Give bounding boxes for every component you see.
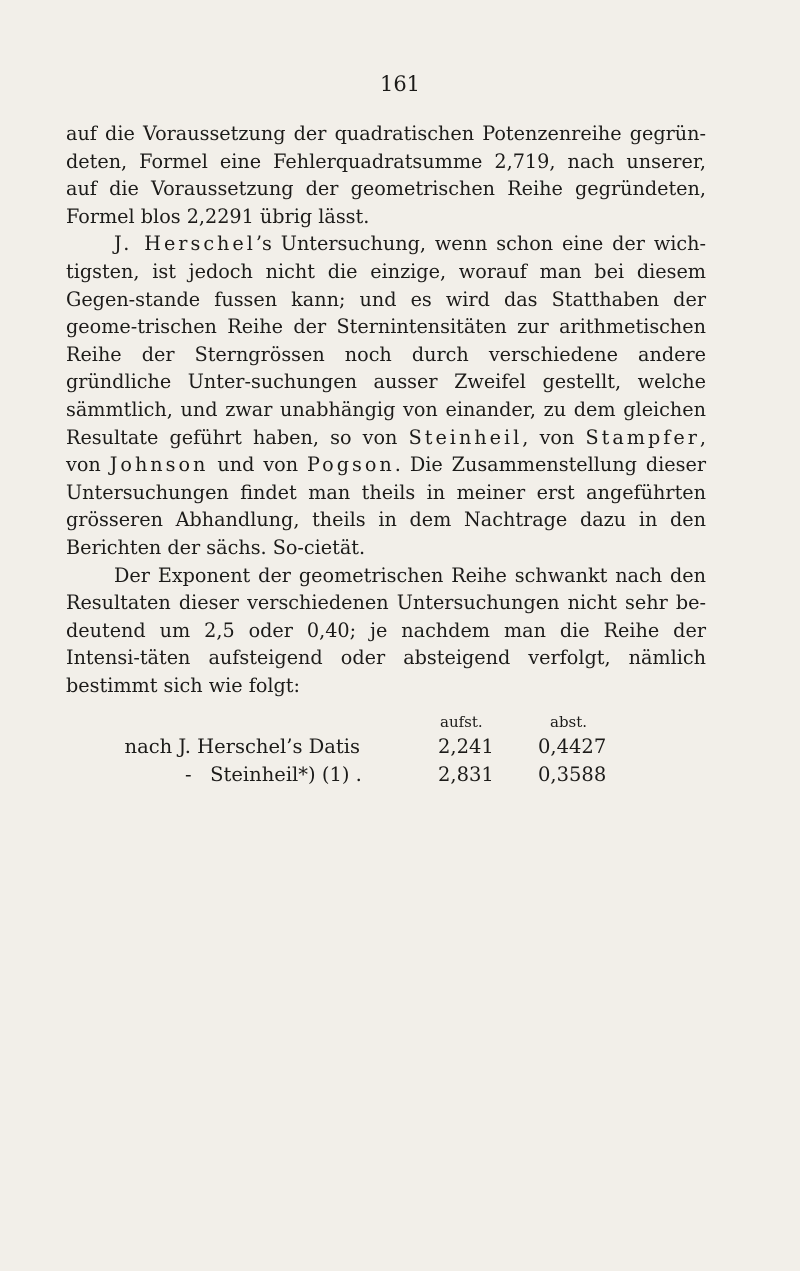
table-row: nach J. Herschel’s Datis 2,241 0,4427 bbox=[124, 735, 607, 758]
table-row: - Steinheil*) (1) . 2,831 0,3588 bbox=[185, 763, 607, 786]
name-herschel: J. Herschel bbox=[114, 232, 256, 256]
paragraph-2: J. Herschel’s Untersuchung, wenn schon eine der wich-tigsten, ist jedoch nicht die einzige, worauf man bei diesem Gegen-stande fussen kann; und es wird das Statthaben der geome-trischen Reihe der Sternintensitäten zur arithmetischen Reihe der Sterngrössen noch durch verschiedene andere gründliche Unter-suchungen ausser Zweifel gestellt, welche sämmtlich, und zwar unabhängig von einander, zu dem gleichen Resultate geführt haben, so von Steinheil, von Stampfer, von Johnson und von Pogson. Die Zusammenstellung dieser Untersuchungen findet man theils in meiner erst angeführten grösseren Abhandlung, theils in dem Nachtrage dazu in den Berichten der sächs. So-cietät. bbox=[66, 232, 707, 559]
paragraph-1: auf die Voraussetzung der quadratischen Potenzenreihe gegrün-deten, Formel eine Fehlerquadratsumme 2,719, nach unserer, auf die Voraussetzung der geometrischen Reihe gegründeten, Formel blos 2,2291 übrig lässt. bbox=[66, 122, 706, 228]
header-abst: abst. bbox=[550, 713, 588, 731]
page-number: 161 bbox=[379, 72, 421, 96]
main-text bbox=[66, 120, 706, 699]
paragraph-3: Der Exponent der geometrischen Reihe schwankt nach den Resultaten dieser verschiedenen Untersuchungen nicht sehr be-deutend um 2,5 oder 0,40; je nachdem man die Reihe der Intensi-täten aufsteigend oder absteigend verfolgt, nämlich bestimmt sich wie folgt: bbox=[66, 563, 706, 697]
name-stampfer: Stampfer bbox=[585, 425, 700, 449]
header-aufst: aufst. bbox=[440, 713, 483, 731]
name-johnson: Johnson bbox=[109, 453, 209, 477]
name-steinheil: Steinheil bbox=[408, 425, 523, 449]
name-pogson: Pogson bbox=[307, 453, 395, 477]
